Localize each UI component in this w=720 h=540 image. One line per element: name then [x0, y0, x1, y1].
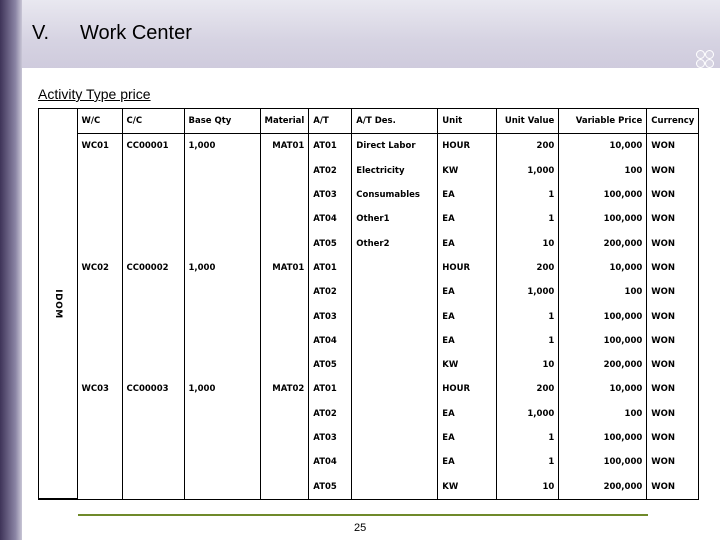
table-cell: HOUR [438, 256, 497, 280]
table-cell: Other1 [352, 207, 438, 231]
table-cell [352, 353, 438, 377]
table-cell [184, 280, 260, 304]
table-cell [77, 159, 122, 183]
footer-divider [78, 514, 648, 516]
table-cell [352, 256, 438, 280]
table-cell: EA [438, 231, 497, 255]
table-cell [352, 329, 438, 353]
section-subtitle: Activity Type price [38, 86, 151, 102]
table-cell: WON [651, 457, 675, 468]
table-cell [77, 304, 122, 328]
table-cell: 200 [497, 377, 559, 401]
table-cell: 200 [497, 134, 559, 159]
table-cell [184, 207, 260, 231]
table-cell [260, 159, 309, 183]
table-cell: 10 [497, 353, 559, 377]
table-cell [260, 450, 309, 474]
table-cell [260, 207, 309, 231]
table-cell: 1 [497, 183, 559, 207]
table-cell: WON [651, 238, 675, 249]
table-cell [122, 353, 184, 377]
table-cell [184, 450, 260, 474]
table-row [39, 474, 698, 498]
table-cell: 1 [497, 426, 559, 450]
table-cell: WON [651, 408, 675, 419]
table-cell: AT05 [309, 474, 352, 498]
table-cell: EA [438, 207, 497, 231]
table-cell [77, 183, 122, 207]
table-cell: EA [438, 329, 497, 353]
table-cell [260, 183, 309, 207]
table-cell [260, 304, 309, 328]
table-cell [352, 426, 438, 450]
table-row [39, 450, 698, 474]
table-cell [122, 159, 184, 183]
table-cell: WON [651, 384, 675, 395]
table-header-row [39, 109, 698, 134]
table-cell [352, 474, 438, 498]
table-cell: 100,000 [559, 450, 647, 474]
table-cell [352, 304, 438, 328]
table-cell: AT04 [309, 450, 352, 474]
table-cell: AT02 [309, 402, 352, 426]
table-cell [77, 231, 122, 255]
table-row [39, 159, 698, 183]
table-cell: AT05 [309, 353, 352, 377]
table-cell [122, 426, 184, 450]
table-cell [122, 280, 184, 304]
table-cell: WON [651, 335, 675, 346]
table-cell: WON [651, 165, 675, 176]
table-cell [122, 207, 184, 231]
table-cell: 100,000 [559, 426, 647, 450]
table-row [39, 207, 698, 231]
table-cell: WON [651, 262, 675, 273]
table-cell [77, 450, 122, 474]
column-header: Material [260, 109, 309, 134]
table-cell: 1,000 [184, 134, 260, 159]
column-header: W/C [77, 109, 122, 134]
table-cell: CC00001 [122, 134, 184, 159]
table-cell: Other2 [352, 231, 438, 255]
table-cell: 200,000 [559, 353, 647, 377]
table-cell [184, 159, 260, 183]
table-cell [184, 353, 260, 377]
table-cell: 10,000 [559, 256, 647, 280]
table-cell: EA [438, 280, 497, 304]
page-number: 25 [354, 522, 367, 534]
table-cell: 10,000 [559, 134, 647, 159]
table-cell: 100,000 [559, 329, 647, 353]
table-cell: WC01 [77, 134, 122, 159]
table-cell: Consumables [352, 183, 438, 207]
table-cell: CC00003 [122, 377, 184, 401]
table-cell: AT04 [309, 207, 352, 231]
column-header: Unit Value [497, 109, 559, 134]
table-cell: MAT01 [260, 134, 309, 159]
table-cell: Direct Labor [352, 134, 438, 159]
group-label: IDOM [52, 288, 63, 319]
table-cell: AT03 [309, 304, 352, 328]
table-cell: 100 [559, 402, 647, 426]
column-header: C/C [122, 109, 184, 134]
table-cell: AT02 [309, 280, 352, 304]
table-row [39, 183, 698, 207]
table-cell: 200,000 [559, 231, 647, 255]
table-cell: WON [651, 360, 675, 371]
table-cell [260, 353, 309, 377]
activity-price-table [38, 108, 699, 500]
table-cell: 100,000 [559, 183, 647, 207]
table-cell: AT01 [309, 256, 352, 280]
column-header: Base Qty [184, 109, 260, 134]
table-cell: 1 [497, 329, 559, 353]
table-cell: WC03 [77, 377, 122, 401]
column-header: A/T [309, 109, 352, 134]
table-cell: 1,000 [497, 280, 559, 304]
table-cell: 1 [497, 450, 559, 474]
table-row [39, 426, 698, 450]
table-cell [260, 426, 309, 450]
table-cell [122, 304, 184, 328]
table-cell [184, 304, 260, 328]
table-cell [260, 474, 309, 498]
table-cell: HOUR [438, 377, 497, 401]
table-cell [77, 402, 122, 426]
table-cell: 100 [559, 159, 647, 183]
table-cell [352, 402, 438, 426]
table-cell: KW [438, 474, 497, 498]
table-cell [184, 474, 260, 498]
table-row [39, 134, 698, 159]
section-number: V. [32, 22, 50, 44]
table-cell: 1,000 [184, 377, 260, 401]
table-cell [77, 280, 122, 304]
column-header: A/T Des. [352, 109, 438, 134]
column-header: Currency [647, 109, 699, 134]
table-cell [184, 183, 260, 207]
table-row [39, 377, 698, 401]
table-cell: WON [651, 214, 675, 225]
table-cell: Electricity [352, 159, 438, 183]
table-cell [122, 450, 184, 474]
table-cell: 1,000 [497, 159, 559, 183]
table-cell: AT01 [309, 377, 352, 401]
column-header: Unit [438, 109, 497, 134]
table-cell [77, 207, 122, 231]
table-cell: WON [651, 311, 675, 322]
table-cell [122, 474, 184, 498]
table-cell [260, 329, 309, 353]
table-cell [184, 231, 260, 255]
table-cell [184, 426, 260, 450]
table-cell: WON [651, 141, 675, 152]
table-cell [184, 329, 260, 353]
table-cell: WON [651, 190, 675, 201]
table-cell [122, 402, 184, 426]
table-cell [77, 329, 122, 353]
table-cell: AT03 [309, 183, 352, 207]
page-title: Work Center [80, 22, 192, 44]
table-cell: 10,000 [559, 377, 647, 401]
table-cell: AT05 [309, 231, 352, 255]
table-cell: 10 [497, 474, 559, 498]
table-row [39, 329, 698, 353]
table-cell [122, 183, 184, 207]
group-label-cell [39, 109, 77, 499]
table-cell: 1 [497, 207, 559, 231]
table-cell: EA [438, 426, 497, 450]
table-row [39, 231, 698, 255]
table-row [39, 304, 698, 328]
table-row [39, 280, 698, 304]
table-cell: WON [651, 481, 675, 492]
table-cell [260, 402, 309, 426]
table-cell: 1,000 [184, 256, 260, 280]
table-cell [352, 450, 438, 474]
table-cell: AT03 [309, 426, 352, 450]
table-cell [260, 231, 309, 255]
table-cell [77, 353, 122, 377]
table-row [39, 402, 698, 426]
table-cell: EA [438, 304, 497, 328]
table-cell [77, 426, 122, 450]
table-cell: 100 [559, 280, 647, 304]
table-row [39, 256, 698, 280]
table-cell: WON [651, 287, 675, 298]
table-cell [77, 474, 122, 498]
table-cell: 100,000 [559, 207, 647, 231]
table-cell: 100,000 [559, 304, 647, 328]
table-cell [352, 377, 438, 401]
table-cell [122, 231, 184, 255]
table-cell: WON [651, 433, 675, 443]
table-cell [352, 280, 438, 304]
table-cell: AT01 [309, 134, 352, 159]
table-cell: 1,000 [497, 402, 559, 426]
table-cell: CC00002 [122, 256, 184, 280]
table-cell: EA [438, 450, 497, 474]
table-cell: WC02 [77, 256, 122, 280]
table-cell: 200 [497, 256, 559, 280]
table-cell: EA [438, 183, 497, 207]
table-cell: MAT02 [260, 377, 309, 401]
table-cell: 10 [497, 231, 559, 255]
table-cell: HOUR [438, 134, 497, 159]
table-cell: EA [438, 402, 497, 426]
table-cell: AT04 [309, 329, 352, 353]
table-cell: KW [438, 353, 497, 377]
table-cell: MAT01 [260, 256, 309, 280]
left-accent-bar [0, 0, 22, 540]
column-header: Variable Price [559, 109, 647, 134]
table-row [39, 353, 698, 377]
table-cell [122, 329, 184, 353]
table-cell: 1 [497, 304, 559, 328]
table-cell: KW [438, 159, 497, 183]
table-cell [260, 280, 309, 304]
table-cell [184, 402, 260, 426]
table-cell: 200,000 [559, 474, 647, 498]
table-cell: AT02 [309, 159, 352, 183]
